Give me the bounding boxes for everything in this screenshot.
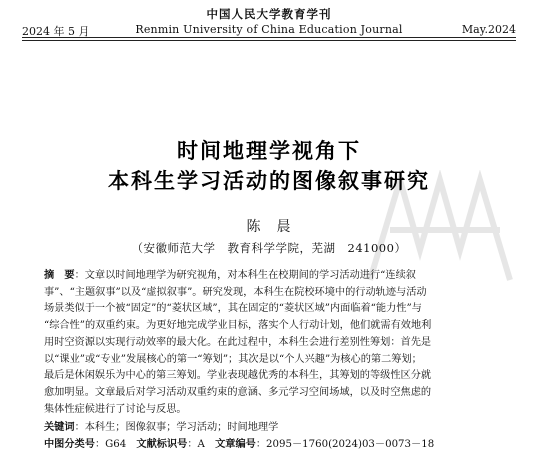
running-head — [22, 6, 516, 40]
abstract-line: 愈加明显。文章最后对学习活动双重约束的意涵、多元学习空间场域，以及时空焦虑的 — [44, 386, 432, 398]
abstract-line: 用时空资源以实现行动效率的最大化。在此过程中，本科生会进行差别性筹划：首先是 — [44, 336, 432, 348]
clc-label: 中图分类号 — [44, 439, 95, 450]
keywords-label: 关键词 — [44, 422, 75, 433]
abstract-label: 摘 要 — [44, 270, 75, 281]
abstract-text: ：文章以时间地理学为研究视角，对本科生在校期间的学习活动进行“连续叙 — [74, 270, 416, 281]
article-title-line2: 本科生学习活动的图像叙事研究 — [108, 168, 430, 193]
abstract-line — [44, 268, 504, 285]
abstract-line: 最后是休闲娱乐为中心的第三筹划。学业表现越优秀的本科生，其筹划的等级性区分就 — [44, 370, 432, 382]
abstract-line: 集体性症候进行了讨论与反思。 — [44, 403, 187, 415]
doc-code-value: ：A — [187, 439, 205, 450]
abstract-line: 以“课业”或“专业”发展核心的第一“筹划”；其次是以“个人兴趣”为核心的第二筹划； — [44, 353, 422, 365]
header-rule — [22, 37, 516, 41]
issue-date-en: May.2024 — [461, 23, 516, 36]
doc-code-label: 文献标识号 — [136, 439, 188, 450]
keywords-value: ：本科生；图像叙事；学习活动；时间地理学 — [74, 422, 279, 433]
abstract-line: “综合性”的双重约束。为更好地完成学业目标，落实个人行动计划，他们就需有效地利 — [44, 320, 432, 332]
author-name: 陈 晨 — [246, 219, 292, 235]
article-number-label: 文章编号 — [215, 439, 256, 450]
clc-value: ：G64 — [94, 439, 127, 450]
abstract-line: 场景类似于一个被“固定”的“菱状区域”，其在固定的“菱状区域”内面临着“能力性”与 — [44, 303, 422, 315]
journal-name-en: Renmin University of China Education Journal — [135, 23, 403, 36]
classification-line — [44, 435, 434, 450]
author-affiliation: （安徽师范大学 教育科学学院，芜湖 241000） — [131, 241, 407, 255]
abstract-line: 事”、“主题叙事”以及“虚拟叙事”。研究发现，本科生在院校环境中的行动轨迹与活动 — [44, 286, 427, 298]
article-title-line1: 时间地理学视角下 — [177, 138, 361, 163]
journal-name-cn: 中国人民大学教育学刊 — [206, 7, 332, 21]
keywords — [44, 418, 278, 433]
issue-date-cn: 2024 年 5 月 — [22, 25, 90, 38]
abstract — [44, 268, 504, 418]
article-number-value: ：2095－1760(2024)03－0073－18 — [255, 439, 435, 450]
